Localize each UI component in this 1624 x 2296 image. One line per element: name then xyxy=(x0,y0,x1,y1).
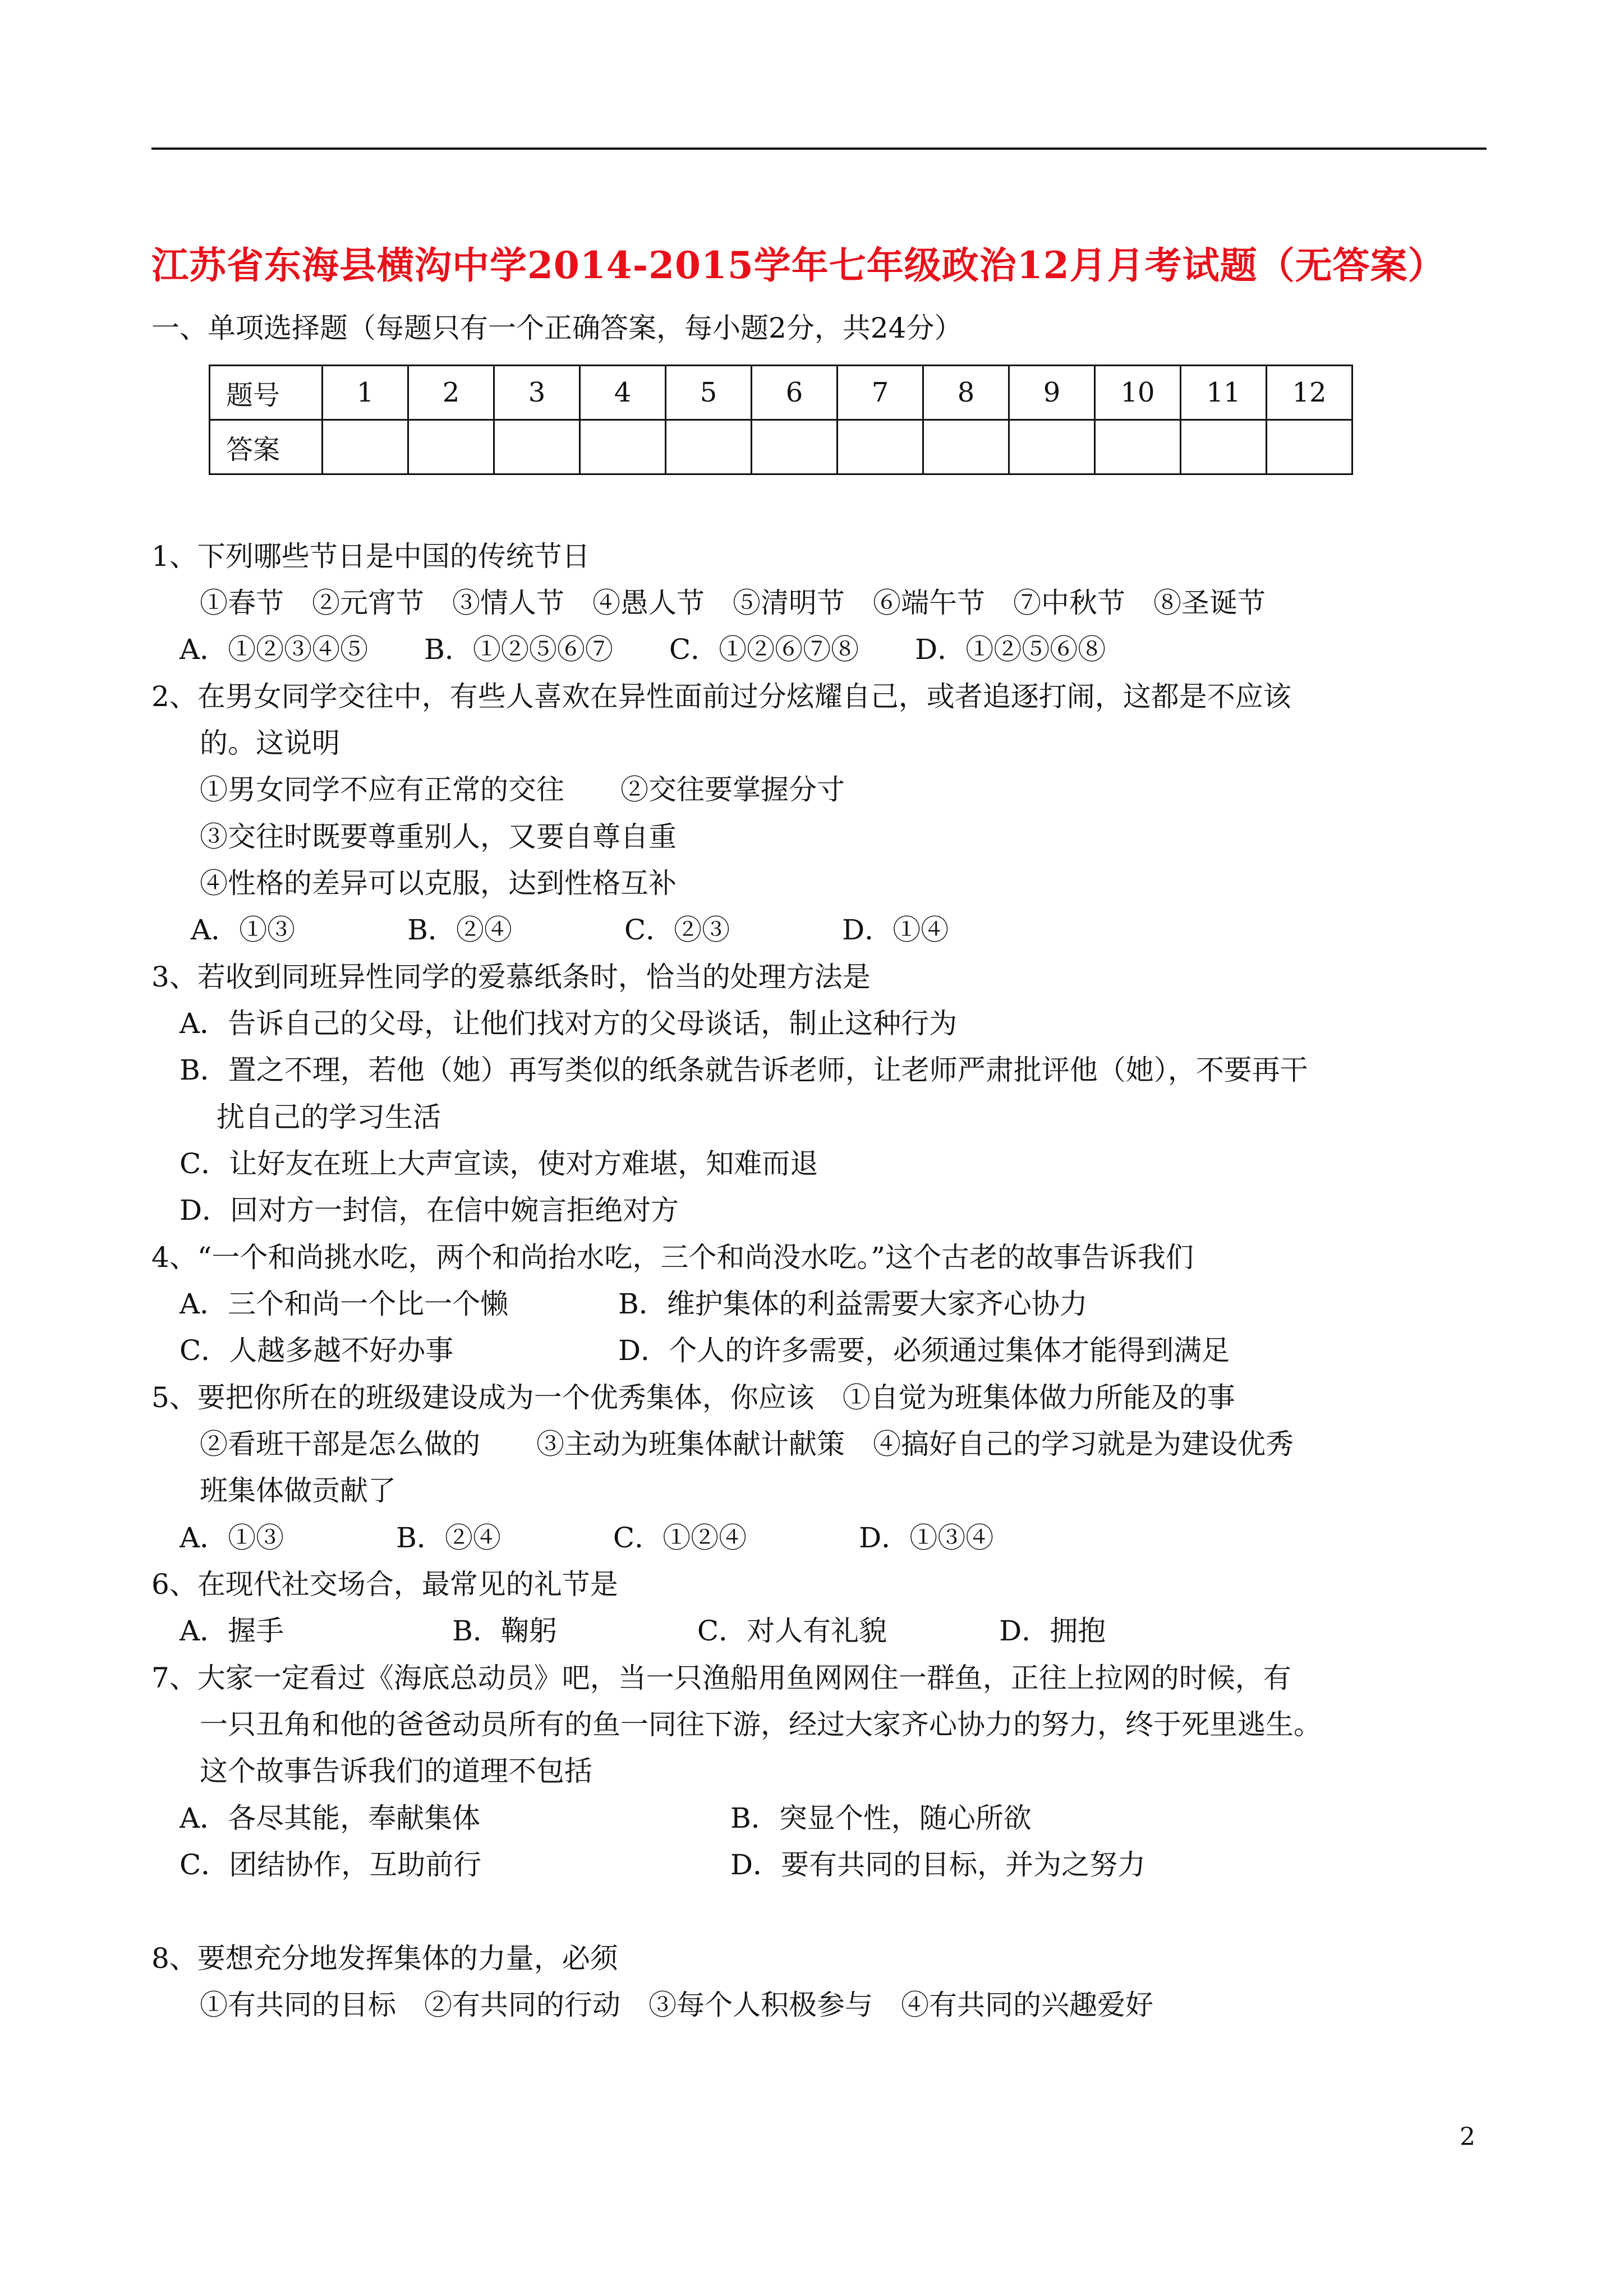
section-heading: 一、单项选择题（每题只有一个正确答案，每小题2分，共24分） xyxy=(151,312,963,344)
question-number-cell: 8 xyxy=(923,366,1009,420)
question-4-option-d: D．个人的许多需要，必须通过集体才能得到满足 xyxy=(618,1334,1230,1367)
question-number-cell: 10 xyxy=(1095,366,1181,420)
question-5-items-cont: 班集体做贡献了 xyxy=(200,1474,396,1507)
question-4-option-b: B．维护集体的利益需要大家齐心协力 xyxy=(618,1288,1088,1320)
table-row-answers xyxy=(210,420,1352,474)
question-7-stem: 7、大家一定看过《海底总动员》吧，当一只渔船用鱼网网住一群鱼，正往上拉网的时候，有 xyxy=(151,1662,1291,1694)
question-3-option-d: D．回对方一封信，在信中婉言拒绝对方 xyxy=(180,1194,679,1227)
question-2-options: A．①③ B．②④ C．②③ D．①④ xyxy=(191,914,949,946)
question-4-stem: 4、“一个和尚挑水吃，两个和尚抬水吃，三个和尚没水吃。”这个古老的故事告诉我们 xyxy=(151,1241,1194,1274)
question-5-options: A．①③ B．②④ C．①②④ D．①③④ xyxy=(180,1522,994,1554)
question-2-item: ④性格的差异可以克服，达到性格互补 xyxy=(200,867,677,900)
question-number-cell: 11 xyxy=(1181,366,1267,420)
answer-cell[interactable] xyxy=(1095,420,1181,474)
question-8-items: ①有共同的目标 ②有共同的行动 ③每个人积极参与 ④有共同的兴趣爱好 xyxy=(200,1989,1153,2021)
question-6-options: A．握手 B．鞠躬 C．对人有礼貌 D．拥抱 xyxy=(180,1615,1106,1647)
answer-cell[interactable] xyxy=(580,420,666,474)
question-4-option-c: C．人越多越不好办事 xyxy=(180,1334,454,1367)
question-3-option-a: A．告诉自己的父母，让他们找对方的父母谈话，制止这种行为 xyxy=(180,1007,958,1040)
question-number-cell: 6 xyxy=(752,366,838,420)
question-5-stem: 5、要把你所在的班级建设成为一个优秀集体，你应该 ①自觉为班集体做力所能及的事 xyxy=(151,1381,1235,1414)
question-1-stem: 1、下列哪些节日是中国的传统节日 xyxy=(151,540,590,573)
answer-cell[interactable] xyxy=(494,420,580,474)
question-number-cell: 5 xyxy=(666,366,752,420)
answer-cell[interactable] xyxy=(1267,420,1352,474)
question-5-items: ②看班干部是怎么做的 ③主动为班集体献计献策 ④搞好自己的学习就是为建设优秀 xyxy=(200,1428,1294,1460)
answer-cell[interactable] xyxy=(838,420,923,474)
question-2-item: ①男女同学不应有正常的交往 ②交往要掌握分寸 xyxy=(200,773,845,806)
answer-cell[interactable] xyxy=(323,420,408,474)
question-number-cell: 2 xyxy=(408,366,494,420)
question-3-stem: 3、若收到同班异性同学的爱慕纸条时，恰当的处理方法是 xyxy=(151,961,871,993)
question-number-cell: 9 xyxy=(1009,366,1095,420)
question-1-items: ①春节 ②元宵节 ③情人节 ④愚人节 ⑤清明节 ⑥端午节 ⑦中秋节 ⑧圣诞节 xyxy=(200,587,1266,619)
header-rule xyxy=(151,147,1487,150)
question-number-cell: 1 xyxy=(323,366,408,420)
question-2-item: ③交往时既要尊重别人，又要自尊自重 xyxy=(200,820,677,853)
row-header-answer: 答案 xyxy=(210,420,323,474)
question-number-cell: 12 xyxy=(1267,366,1352,420)
question-number-cell: 4 xyxy=(580,366,666,420)
page-title: 江苏省东海县横沟中学2014-2015学年七年级政治12月月考试题（无答案） xyxy=(151,243,1446,287)
question-number-cell: 7 xyxy=(838,366,923,420)
question-7-option-d: D．要有共同的目标，并为之努力 xyxy=(730,1848,1146,1881)
answer-table xyxy=(209,365,1353,475)
answer-cell[interactable] xyxy=(1181,420,1267,474)
answer-cell[interactable] xyxy=(666,420,752,474)
row-header-number: 题号 xyxy=(210,366,323,420)
question-7-option-a: A．各尽其能，奉献集体 xyxy=(180,1802,481,1834)
question-3-option-c: C．让好友在班上大声宣读，使对方难堪，知难而退 xyxy=(180,1147,818,1180)
answer-cell[interactable] xyxy=(408,420,494,474)
question-6-stem: 6、在现代社交场合，最常见的礼节是 xyxy=(151,1568,618,1601)
question-2-stem-cont: 的。这说明 xyxy=(200,727,340,759)
question-7-option-b: B．突显个性，随心所欲 xyxy=(730,1802,1032,1834)
table-row-numbers xyxy=(210,366,1352,420)
answer-cell[interactable] xyxy=(1009,420,1095,474)
question-number-cell: 3 xyxy=(494,366,580,420)
answer-cell[interactable] xyxy=(923,420,1009,474)
question-3-option-b-cont: 扰自己的学习生活 xyxy=(217,1101,441,1133)
question-8-stem: 8、要想充分地发挥集体的力量，必须 xyxy=(151,1942,618,1975)
question-7-stem-cont: 一只丑角和他的爸爸动员所有的鱼一同往下游，经过大家齐心协力的努力，终于死里逃生。 xyxy=(200,1708,1322,1741)
question-1-options: A．①②③④⑤ B．①②⑤⑥⑦ C．①②⑥⑦⑧ D．①②⑤⑥⑧ xyxy=(180,633,1106,666)
question-7-stem-cont: 这个故事告诉我们的道理不包括 xyxy=(200,1755,592,1787)
page-number: 2 xyxy=(1460,2123,1475,2151)
question-2-stem: 2、在男女同学交往中，有些人喜欢在异性面前过分炫耀自己，或者追逐打闹，这都是不应该 xyxy=(151,680,1291,713)
answer-cell[interactable] xyxy=(752,420,838,474)
question-4-option-a: A．三个和尚一个比一个懒 xyxy=(180,1288,509,1320)
question-3-option-b: B．置之不理，若他（她）再写类似的纸条就告诉老师，让老师严肃批评他（她），不要再干 xyxy=(180,1054,1308,1086)
question-7-option-c: C．团结协作，互助前行 xyxy=(180,1848,482,1881)
